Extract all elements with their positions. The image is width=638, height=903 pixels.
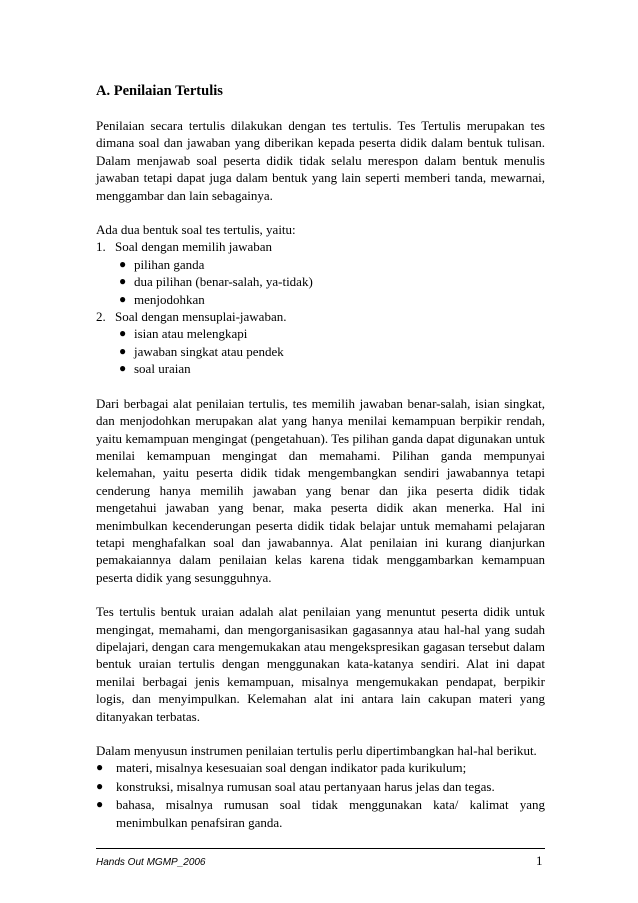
list-item-label: Soal dengan mensuplai-jawaban. (115, 309, 287, 325)
section-heading: A. Penilaian Tertulis (96, 83, 223, 99)
list-item-label: Soal dengan memilih jawaban (115, 239, 273, 255)
considerations-list (96, 759, 545, 831)
bullet-icon: ● (119, 326, 127, 341)
sub-list-item: ● menjodohkan (119, 291, 205, 307)
sub-list-item: ● dua pilihan (benar-salah, ya-tidak) (119, 274, 313, 290)
list-item: ● konstruksi, misalnya rumusan soal atau pertanyaan harus jelas dan tegas. (96, 778, 495, 794)
sub-list-item: ● isian atau melengkapi (119, 326, 248, 342)
page-content (96, 82, 545, 832)
sub-list-item: ● jawaban singkat atau pendek (119, 343, 284, 359)
bullet-icon: ● (119, 361, 127, 376)
footer-divider (96, 848, 545, 849)
footer-label: Hands Out MGMP_2006 (96, 857, 206, 868)
paragraph-considerations-intro: Dalam menyusun instrumen penilaian tertulis perlu dipertimbangkan hal-hal berikut. (96, 743, 537, 758)
numbered-list (96, 238, 545, 377)
list-item (96, 238, 545, 308)
sub-list (115, 256, 545, 308)
bullet-icon: ● (119, 274, 127, 289)
paragraph-intro: Penilaian secara tertulis dilakukan dengan tes tertulis. Tes Tertulis merupakan tes dimana soal dan jawaban yang diberikan kepada peserta didik dalam bentuk tulisan. Dalam menjawab soal peserta didik tidak selalu merespon dalam bentuk menulis jawaban tetapi dapat juga dalam bentuk yang lain seperti memberi tanda, mewarnai, menggambar dan lain sebagainya. (96, 118, 545, 203)
list-item: ● materi, misalnya kesesuaian soal dengan indikator pada kurikulum; (96, 760, 467, 776)
bullet-icon: ● (119, 291, 127, 306)
paragraph-forms: Ada dua bentuk soal tes tertulis, yaitu: (96, 222, 296, 238)
bullet-icon: ● (119, 256, 127, 271)
list-item: ● bahasa, misalnya rumusan soal tidak menggunakan kata/ kalimat yang menimbulkan penafsiran ganda. (96, 797, 545, 830)
paragraph-analysis: Dari berbagai alat penilaian tertulis, tes memilih jawaban benar-salah, isian singkat, dan menjodohkan merupakan alat yang hanya menilai kemampuan berpikir rendah, yaitu kemampuan mengingat (pengetahuan). Tes pilihan ganda dapat digunakan untuk menilai kemampuan mengingat dan memahami. Pilihan ganda mempunyai kelemahan, yaitu peserta didik tidak mengembangkan sendiri jawabannya tetapi cenderung hanya memilih jawaban yang benar dan jika peserta didik tidak mengetahui jawaban yang benar, maka peserta didik akan menerka. Hal ini menimbulkan kecenderungan peserta didik tidak belajar untuk memahami pelajaran tetapi menghafalkan soal dan jawabannya. Alat penilaian ini kurang dianjurkan pemakaiannya dalam penilaian kelas karena tidak menggambarkan kemampuan peserta didik yang sesungguhnya. (96, 395, 545, 585)
sub-list-item: ● pilihan ganda (119, 256, 205, 272)
list-number: 1. (96, 239, 106, 255)
bullet-icon: ● (119, 343, 127, 358)
paragraph-essay: Tes tertulis bentuk uraian adalah alat penilaian yang menuntut peserta didik untuk mengingat, memahami, dan mengorganisasikan gagasannya atau hal-hal yang sudah dipelajari, dengan cara mengemukakan atau mengekspresikan gagasan tersebut dalam bentuk uraian tertulis dengan menggunakan kata-katanya sendiri. Alat ini dapat menilai berbagai jenis kemampuan, misalnya mengemukakan pendapat, berpikir logis, dan menyimpulkan. Kelemahan alat ini antara lain cakupan materi yang ditanyakan terbatas. (96, 604, 545, 724)
sub-list (115, 325, 545, 377)
list-item (96, 308, 545, 378)
bullet-icon: ● (96, 778, 104, 793)
bullet-icon: ● (96, 797, 104, 812)
list-number: 2. (96, 309, 106, 325)
page-number: 1 (536, 853, 543, 868)
sub-list-item: ● soal uraian (119, 361, 191, 377)
bullet-icon: ● (96, 760, 104, 775)
